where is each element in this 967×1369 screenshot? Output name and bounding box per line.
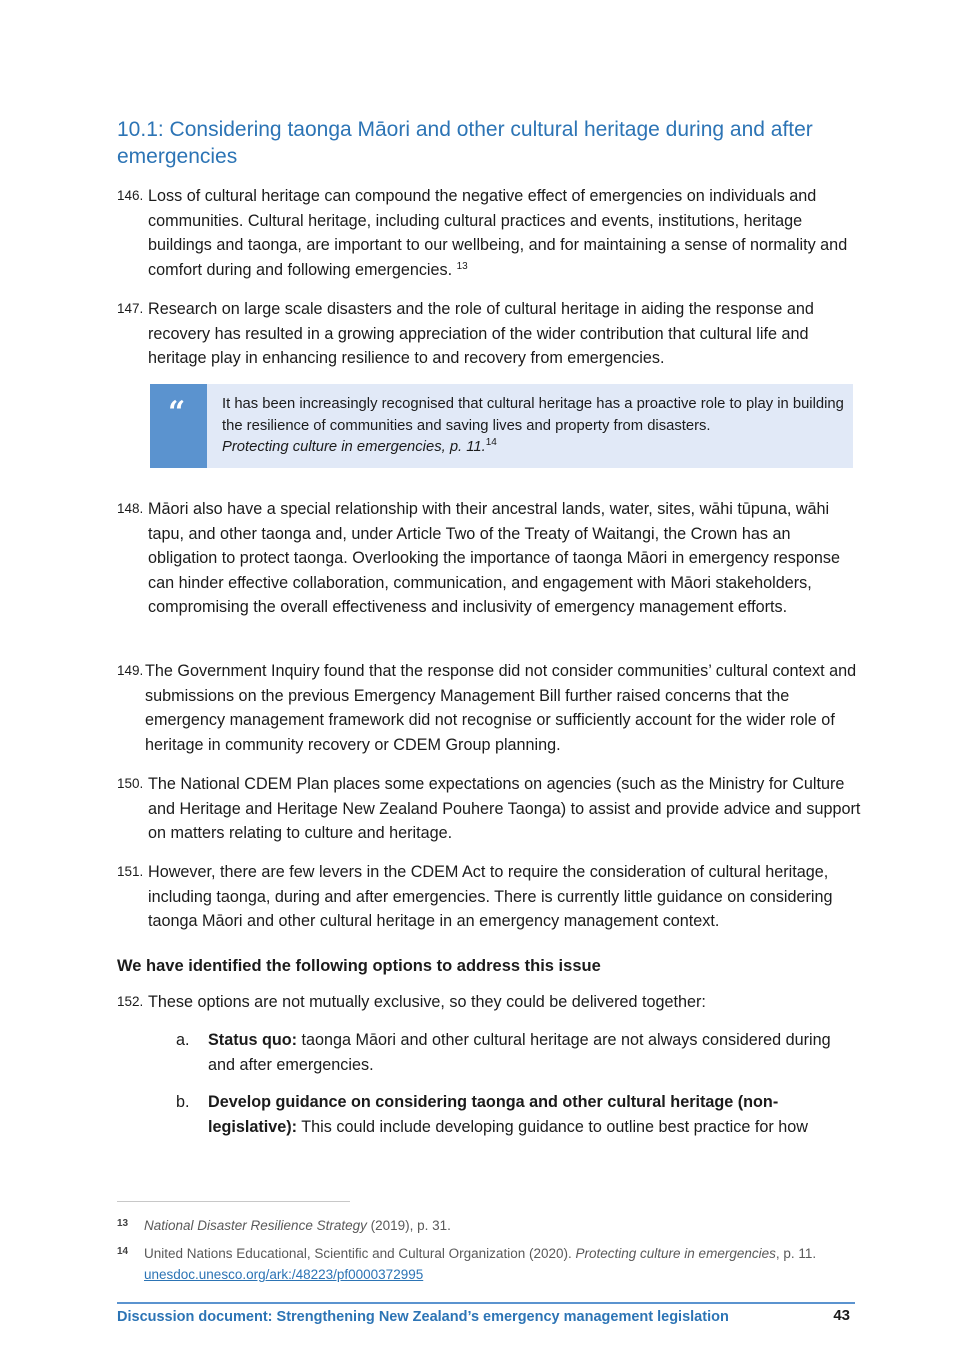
footnote-text: United Nations Educational, Scientific and Cultural Organization (2020).: [144, 1246, 576, 1261]
footnote-number: 14: [117, 1246, 129, 1257]
paragraph-text: These options are not mutually exclusive, so they could be delivered together:: [148, 993, 706, 1011]
footer-divider: [117, 1302, 855, 1304]
option-title: Develop guidance on considering taonga and other cultural heritage (non-legislative):: [208, 1093, 779, 1136]
page-number: 43: [833, 1307, 850, 1324]
paragraph-152: [117, 990, 862, 1015]
option-a: [176, 1028, 856, 1077]
option-b: [176, 1090, 856, 1139]
paragraph-text: Loss of cultural heritage can compound the negative effect of emergencies on individuals and communities. Cultural heritage, including cultural practices and events, institutions, heritage buildings and taonga, are important to our wellbeing, and for maintaining a sense of normality and comfort during and following emergencies.: [148, 187, 848, 279]
paragraph-146: [117, 184, 862, 282]
paragraph-number: 149.: [117, 663, 144, 678]
paragraph-number: 150.: [117, 776, 144, 791]
footnote-title: National Disaster Resilience Strategy: [144, 1218, 367, 1233]
option-letter: b.: [176, 1093, 190, 1111]
footnote-ref-14[interactable]: 14: [485, 437, 497, 448]
footnote-divider: [117, 1201, 350, 1202]
paragraph-number: 148.: [117, 501, 144, 516]
options-subheading: We have identified the following options to address this issue: [117, 957, 601, 975]
footnote-ref-13[interactable]: 13: [456, 260, 468, 272]
quote-bar: [150, 384, 207, 468]
quote-text-block: [222, 394, 847, 459]
paragraph-number: 151.: [117, 864, 144, 879]
option-title: Status quo:: [208, 1031, 298, 1049]
paragraph-text: Research on large scale disasters and the role of cultural heritage in aiding the response and recovery has resulted in a growing appreciation of the wider contribution that cultural life and heritage play in enhancing resilience to and recovery from emergencies.: [148, 300, 814, 367]
footer-title: Discussion document: Strengthening New Zealand’s emergency management legislation: [117, 1309, 729, 1325]
footnote-14: [117, 1243, 837, 1285]
paragraph-text: The Government Inquiry found that the response did not consider communities’ cultural context and submissions on the previous Emergency Management Bill further raised concerns that the emergency management framework did not recognise or sufficiently account for the wider role of heritage in community recovery or CDEM Group planning.: [145, 662, 857, 754]
option-text: This could include developing guidance to outline best practice for how: [297, 1117, 808, 1136]
paragraph-text: However, there are few levers in the CDEM Act to require the consideration of cultural heritage, including taonga, during and after emergencies. There is currently little guidance on considering taonga Māori and other cultural heritage in an emergency management context.: [148, 863, 833, 930]
paragraph-text: Māori also have a special relationship with their ancestral lands, water, sites, wāhi tūpuna, wāhi tapu, and other taonga and, under Article Two of the Treaty of Waitangi, the Crown has an obligation to protect taonga. Overlooking the importance of taonga Māori in emergency response can hinder effective collaboration, communication, and engagement with Māori stakeholders, compromising the overall effectiveness and inclusivity of emergency management efforts.: [148, 500, 840, 616]
paragraph-148: [117, 497, 862, 620]
paragraph-149: [117, 659, 862, 757]
paragraph-number: 146.: [117, 188, 144, 203]
quote-text: It has been increasingly recognised that cultural heritage has a proactive role to play in building the resilience of communities and saving lives and property from disasters.: [222, 396, 844, 434]
paragraph-150: [117, 772, 862, 846]
footnote-number: 13: [117, 1218, 129, 1229]
option-text: taonga Māori and other cultural heritage are not always considered during and after emergencies.: [208, 1031, 831, 1074]
quote-citation: Protecting culture in emergencies, p. 11.: [222, 439, 486, 455]
footnote-text-2: , p. 11.: [775, 1246, 817, 1261]
quote-mark-icon: “: [168, 395, 186, 430]
paragraph-147: [117, 297, 862, 371]
footnote-text: (2019), p. 31.: [366, 1218, 451, 1233]
option-letter: a.: [176, 1031, 190, 1049]
paragraph-number: 152.: [117, 994, 144, 1009]
section-heading: 10.1: Considering taonga Māori and other cultural heritage during and after emergencies: [117, 118, 813, 168]
footnote-link[interactable]: unesdoc.unesco.org/ark:/48223/pf0000372995: [144, 1267, 424, 1282]
paragraph-151: [117, 860, 862, 934]
footnote-13: [117, 1215, 837, 1236]
footnote-title: Protecting culture in emergencies: [575, 1246, 776, 1261]
paragraph-number: 147.: [117, 301, 144, 316]
pull-quote: [150, 384, 853, 468]
paragraph-text: The National CDEM Plan places some expectations on agencies (such as the Ministry for Culture and Heritage and Heritage New Zealand Pouhere Taonga) to assist and provide advice and support on matters relating to culture and heritage.: [148, 775, 861, 842]
